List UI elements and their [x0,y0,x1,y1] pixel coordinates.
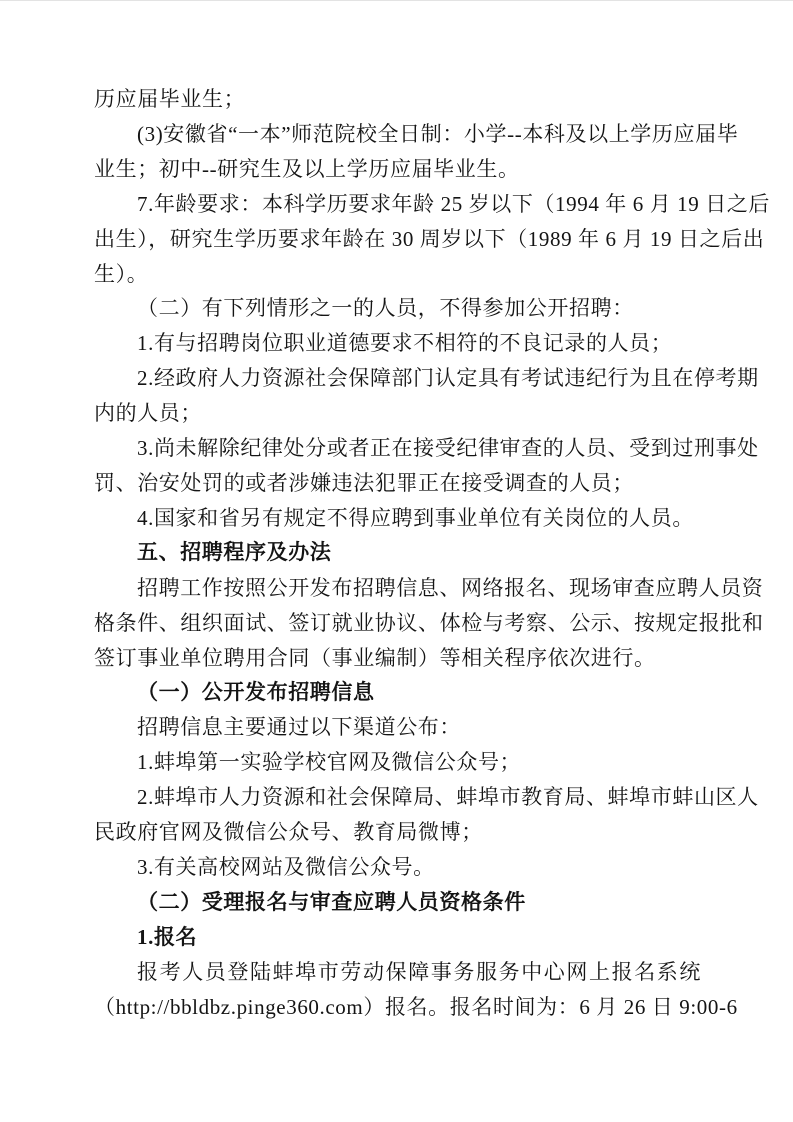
item-3-anhui-yiben-normal-schools [94,117,739,187]
heading-5-1-publish-info [94,675,701,710]
text-line: 1.有与招聘岗位职业道德要求不相符的不良记录的人员； [137,331,673,356]
text-line: 签订事业单位聘用合同（事业编制）等相关程序依次进行。 [94,645,656,670]
text-line: （http://bbldbz.pinge360.com）报名。报名时间为：6 月 26 日 9:00-6 [94,994,738,1019]
text-line: 生）。 [94,261,149,286]
text-line: （二）受理报名与审查应聘人员资格条件 [137,889,526,914]
text-line: 历应届毕业生； [94,87,246,111]
text-line: 3.尚未解除纪律处分或者正在接受纪律审查的人员、受到过刑事处 [137,436,759,461]
text-line: 报考人员登陆蚌埠市劳动保障事务服务中心网上报名系统 [137,959,701,984]
text-line: 4.国家和省另有规定不得应聘到事业单位有关岗位的人员。 [137,505,694,530]
continuation-degree-grads [94,82,701,117]
text-line: 出生），研究生学历要求年龄在 30 周岁以下（1989 年 6 月 19 日之后出 [94,226,765,251]
heading-5-2-registration-review [94,885,701,920]
section-2-ineligible-intro [94,291,701,326]
text-line: 招聘工作按照公开发布招聘信息、网络报名、现场审查应聘人员资 [137,575,764,600]
ineligible-item-4 [94,501,701,536]
heading-registration [94,920,701,955]
text-line: 1.蚌埠第一实验学校官网及微信公众号； [137,750,522,775]
text-line: 3.有关高校网站及微信公众号。 [137,854,435,879]
text-line: 招聘信息主要通过以下渠道公布： [137,715,461,740]
info-channels-intro [94,710,701,745]
text-line: （二）有下列情形之一的人员，不得参加公开招聘： [137,296,634,321]
text-line: 7.年龄要求：本科学历要求年龄 25 岁以下（1994 年 6 月 19 日之后 [137,191,770,216]
text-line: 五、招聘程序及办法 [137,540,332,564]
text-line: 罚、治安处罚的或者涉嫌违法犯罪正在接受调查的人员； [94,470,634,495]
text-line: 业生；初中--研究生及以上学历应届毕业生。 [94,156,520,181]
ineligible-item-1 [94,326,701,361]
registration-details [94,955,738,1025]
channel-1-school-site [94,745,701,780]
item-7-age-requirement [94,187,770,292]
channel-3-university-sites [94,850,701,885]
heading-5-recruitment-procedure [94,536,701,571]
procedure-overview [94,571,764,676]
text-line: 格条件、组织面试、签订就业协议、体检与考察、公示、按规定报批和 [94,610,764,635]
text-line: （一）公开发布招聘信息 [137,680,375,705]
text-line: 2.经政府人力资源社会保障部门认定具有考试违纪行为且在停考期 [137,366,759,391]
text-line: 1.报名 [137,924,198,949]
text-line: 2.蚌埠市人力资源和社会保障局、蚌埠市教育局、蚌埠市蚌山区人 [137,785,759,810]
text-line: 内的人员； [94,401,202,426]
ineligible-item-3 [94,431,759,501]
text-line: (3)安徽省“一本”师范院校全日制：小学--本科及以上学历应届毕 [137,121,739,146]
text-line: 民政府官网及微信公众号、教育局微博； [94,820,483,845]
channel-2-gov-sites [94,780,759,850]
ineligible-item-2 [94,361,759,431]
